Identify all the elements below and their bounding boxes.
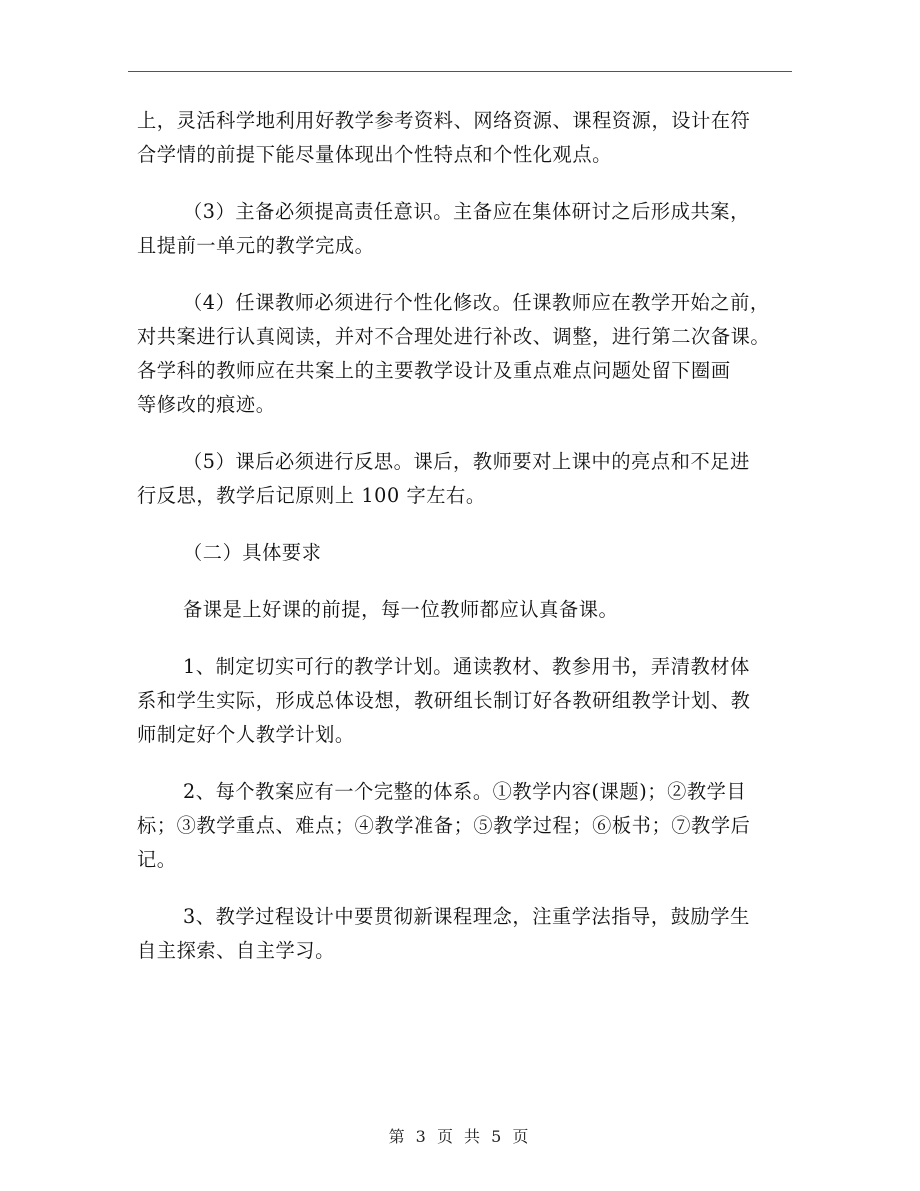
text-line: 系和学生实际，形成总体设想，教研组长制订好各教研组教学计划、教: [137, 689, 751, 712]
text-line: （二）具体要求: [183, 541, 322, 564]
text-line: 行反思，教学后记原则上 100 字左右。: [137, 484, 486, 507]
paragraph: [137, 900, 797, 968]
page-number-footer: 第 3 页 共 5 页: [388, 1127, 532, 1146]
text-line: 标；③教学重点、难点；④教学准备；⑤教学过程；⑥板书；⑦教学后: [137, 814, 751, 837]
text-line: 2、每个教案应有一个完整的体系。①教学内容(课题)；②教学目: [183, 780, 747, 803]
paragraph: [137, 195, 797, 263]
paragraph: [137, 445, 797, 513]
header-rule: [128, 71, 792, 72]
text-line: 对共案进行认真阅读，并对不合理处进行补改、调整，进行第二次备课。: [137, 325, 771, 348]
text-line: （3）主备必须提高责任意识。主备应在集体研讨之后形成共案，: [183, 200, 750, 223]
text-line: 上，灵活科学地利用好教学参考资料、网络资源、课程资源，设计在符: [137, 109, 751, 132]
text-line: 合学情的前提下能尽量体现出个性特点和个性化观点。: [137, 143, 612, 166]
text-line: 师制定好个人教学计划。: [137, 723, 355, 746]
text-line: 3、教学过程设计中要贯彻新课程理念，注重学法指导，鼓励学生: [183, 905, 750, 928]
text-line: 记。: [137, 848, 177, 871]
text-line: 1、制定切实可行的教学计划。通读教材、教参用书，弄清教材体: [183, 655, 750, 678]
text-line: （4）任课教师必须进行个性化修改。任课教师应在教学开始之前，: [183, 291, 770, 314]
paragraph: [137, 104, 797, 172]
text-line: 自主探索、自主学习。: [137, 939, 335, 962]
text-line: 且提前一单元的教学完成。: [137, 234, 375, 257]
text-line: 各学科的教师应在共案上的主要教学设计及重点难点问题处留下圈画: [137, 359, 731, 382]
text-line: 等修改的痕迹。: [137, 393, 276, 416]
document-body: [137, 104, 797, 991]
paragraph: [137, 593, 797, 627]
paragraph: [137, 650, 797, 752]
text-line: 备课是上好课的前提，每一位教师都应认真备课。: [183, 598, 619, 621]
paragraph: [137, 775, 797, 877]
paragraph: [137, 286, 797, 422]
text-line: （5）课后必须进行反思。课后，教师要对上课中的亮点和不足进: [183, 450, 750, 473]
section-heading: [137, 536, 797, 570]
